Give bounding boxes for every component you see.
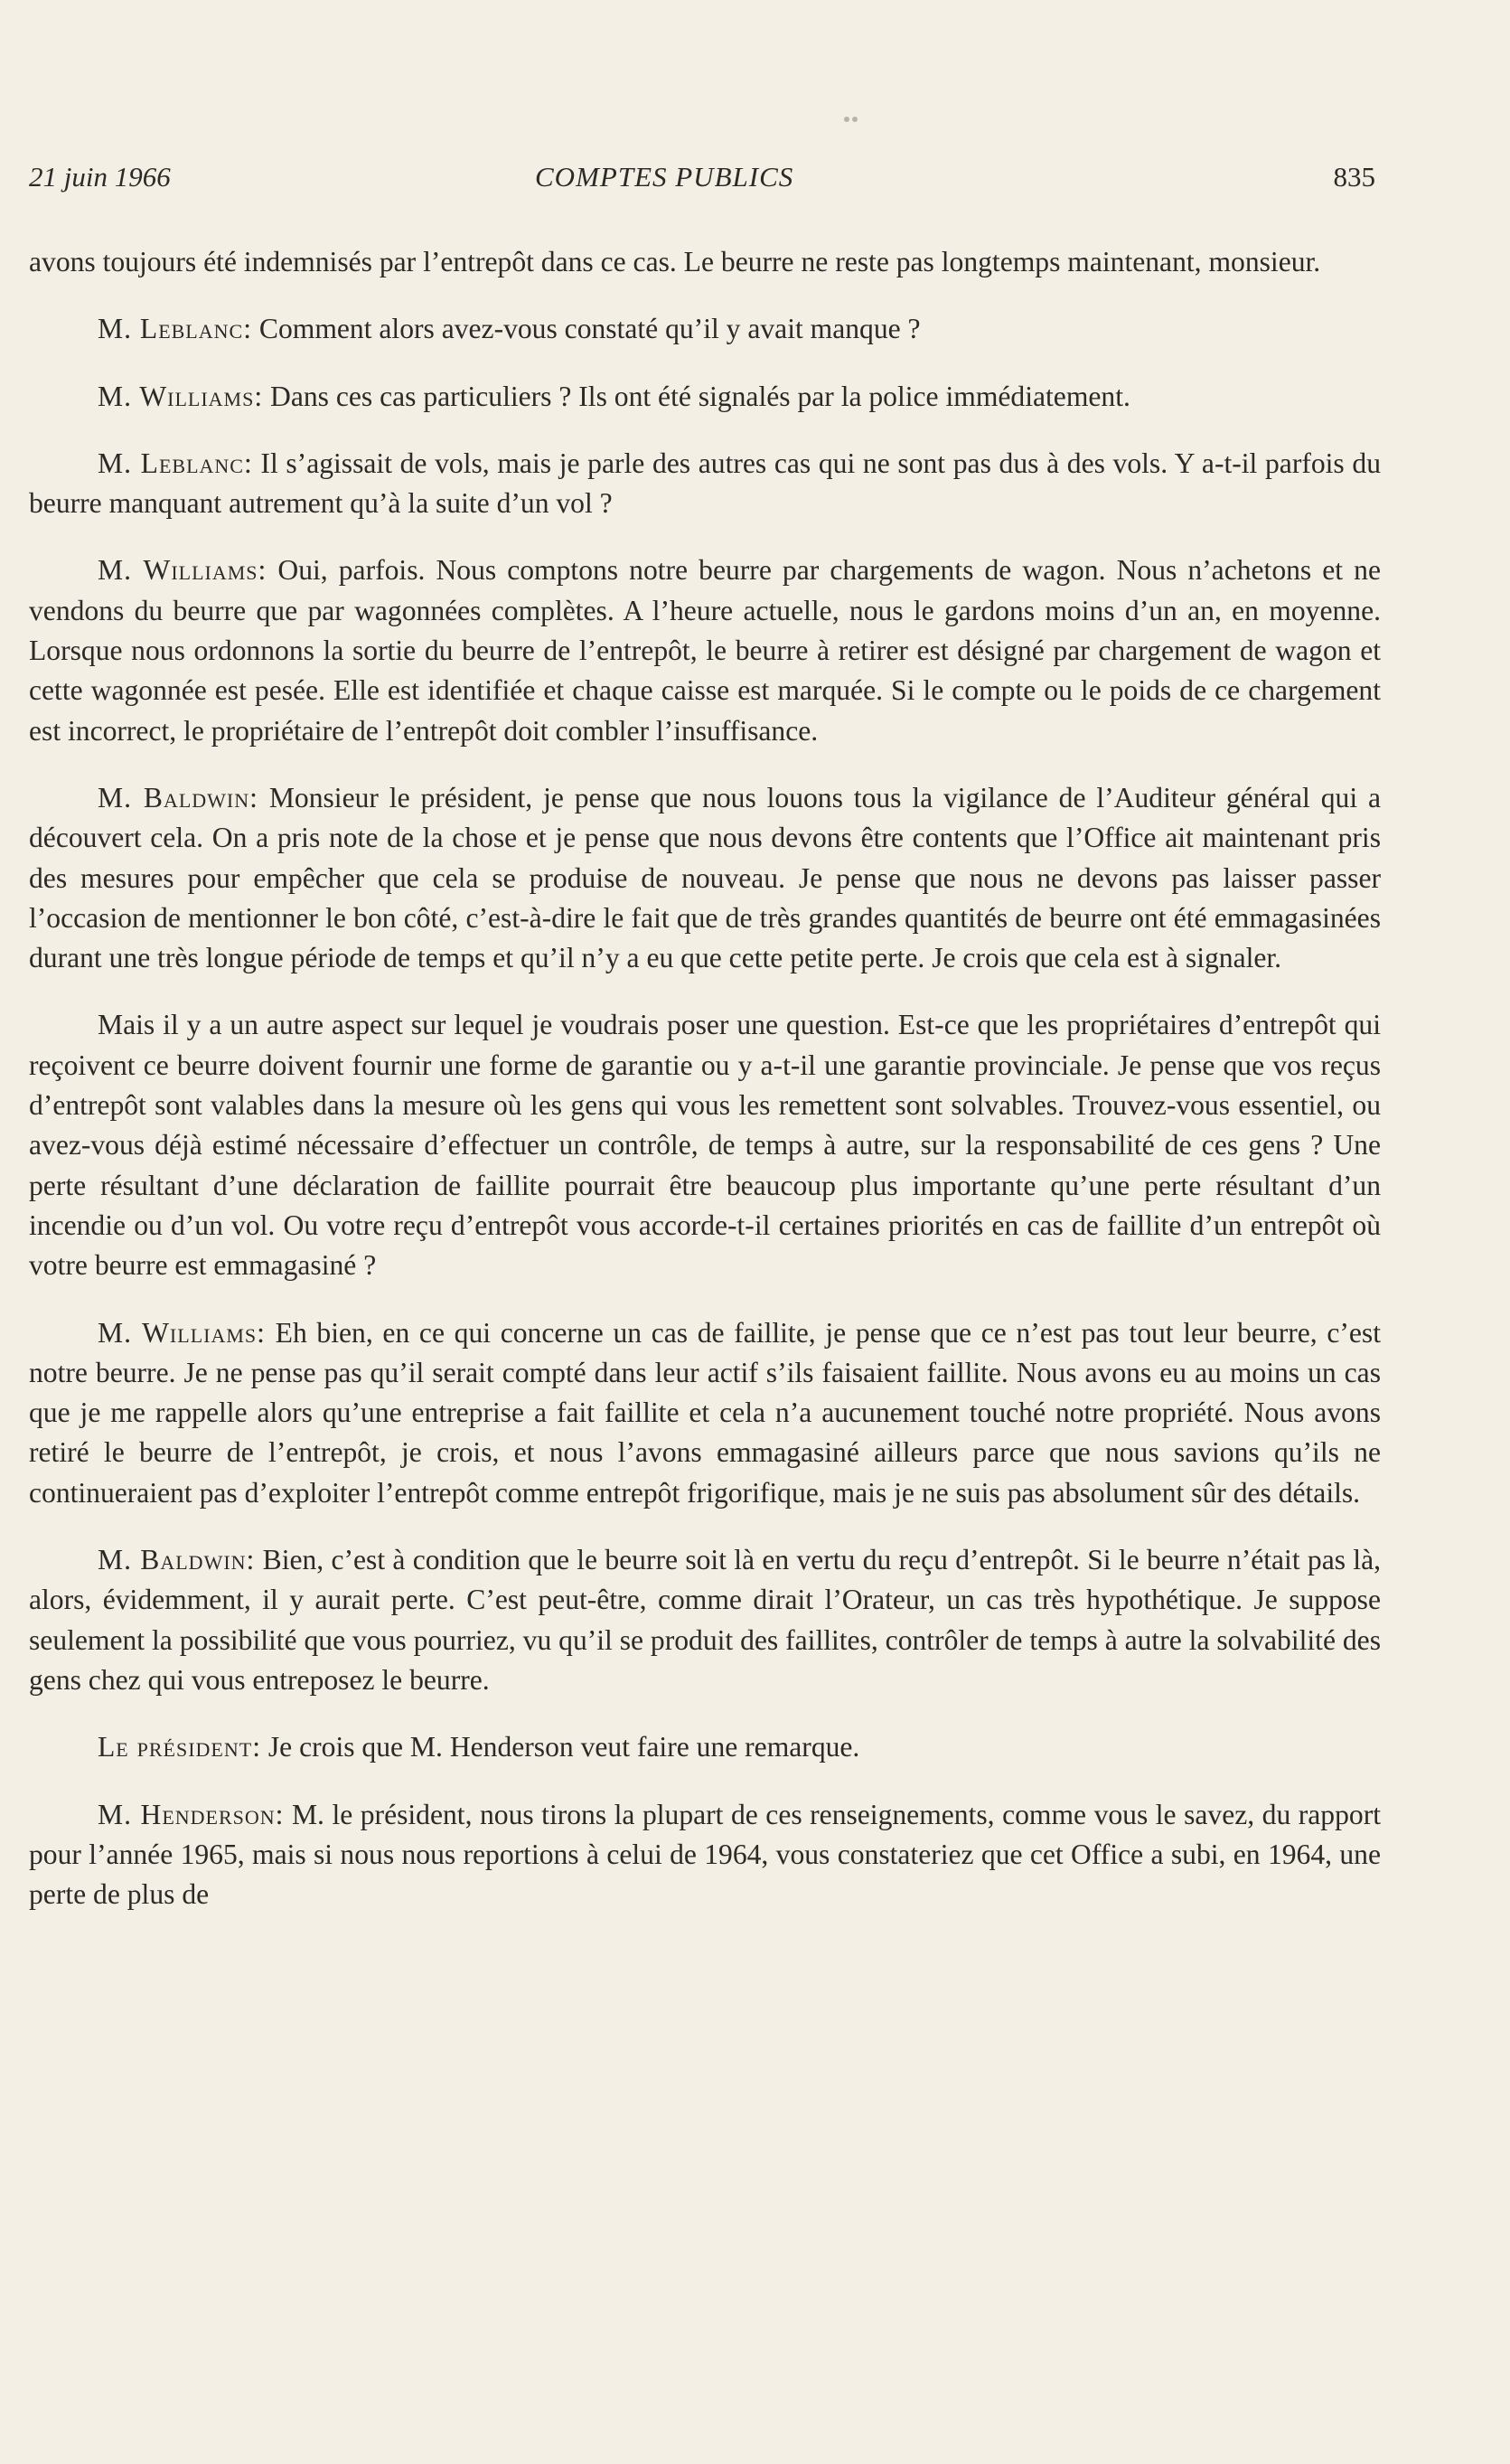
paragraph-text: Bien, c’est à condition que le beurre soit là en vertu du reçu d’entrepôt. Si le beurre n’était pas là, alors, évidemment, il y aurait perte. C’est peut-être, comme dirait l’Orateur, un cas très hypothétique. Je suppose seulement la possibilité que vous pourriez, vu qu’il se produit des faillites, contrôler de temps à autre la solvabilité des gens chez qui vous entreposez le beurre. [29, 1544, 1381, 1696]
speaker-name: M. Baldwin: [98, 1544, 256, 1576]
speaker-name: Le président: [98, 1731, 261, 1763]
paragraph [29, 309, 1381, 349]
paragraph [29, 377, 1381, 417]
paragraph [29, 1540, 1381, 1700]
paragraph [29, 1313, 1381, 1513]
page-number: 835 [1333, 161, 1375, 193]
paragraph-text: Je crois que M. Henderson veut faire une remarque. [267, 1731, 860, 1763]
paragraph-text: avons toujours été indemnisés par l’entrepôt dans ce cas. Le beurre ne reste pas longtemps maintenant, monsieur. [29, 246, 1321, 277]
paragraph [29, 242, 1381, 282]
speaker-name: M. Leblanc: [98, 313, 252, 345]
header-title: COMPTES PUBLICS [535, 161, 794, 193]
paragraph [29, 778, 1381, 978]
speaker-name: M. Henderson: [98, 1798, 285, 1830]
paragraph [29, 550, 1381, 750]
speaker-name: M. Williams: [98, 554, 267, 587]
paragraph-text: Comment alors avez-vous constaté qu’il y avait manque ? [258, 313, 921, 345]
paragraph-text: Eh bien, en ce qui concerne un cas de faillite, je pense que ce n’est pas tout leur beurre, c’est notre beurre. Je ne pense pas qu’il serait compté dans leur actif s’ils faisaient faillite. Nous avons eu au moins un cas que je me rappelle alors qu’une entreprise a fait faillite et cela n’a aucunement touché notre propriété. Nous avons retiré le beurre de l’entrepôt, je crois, et nous l’avons emmagasiné ailleurs parce que nous savions qu’ils ne continueraient pas d’exploiter l’entrepôt comme entrepôt frigorifique, mais je ne suis pas absolument sûr des détails. [29, 1316, 1381, 1509]
paragraph [29, 1727, 1381, 1767]
paragraph-text: Il s’agissait de vols, mais je parle des autres cas qui ne sont pas dus à des vols. Y a-t-il parfois du beurre manquant autrement qu’à la suite d’un vol ? [29, 447, 1381, 520]
body-text [29, 242, 1381, 1942]
paragraph-text: Mais il y a un autre aspect sur lequel je voudrais poser une question. Est-ce que les propriétaires d’entrepôt qui reçoivent ce beurre doivent fournir une forme de garantie ou y a-t-il une garantie provinciale. Je pense que vos reçus d’entrepôt sont valables dans la mesure où les gens qui vous les remettent sont solvables. Trouvez-vous essentiel, ou avez-vous déjà estimé nécessaire d’effectuer un contrôle, de temps à autre, sur la responsabilité de ces gens ? Une perte résultant d’une déclaration de faillite pourrait être beaucoup plus importante qu’une perte résultant d’un incendie ou d’un vol. Ou votre reçu d’entrepôt vous accorde-t-il certaines priorités en cas de faillite d’un entrepôt où votre beurre est emmagasiné ? [29, 1009, 1381, 1282]
speaker-name: M. Leblanc: [98, 447, 253, 479]
speaker-name: M. Williams: [98, 1316, 266, 1349]
paragraph [29, 444, 1381, 524]
paragraph-text: Monsieur le président, je pense que nous louons tous la vigilance de l’Auditeur général qui a découvert cela. On a pris note de la chose et je pense que nous devons être contents que l’Office ait maintenant pris des mesures pour empêcher que cela se produise de nouveau. Je pense que nous ne devons pas laisser passer l’occasion de mentionner le bon côté, c’est-à-dire le fait que de très grandes quantités de beurre ont été emmagasinées durant une très longue période de temps et qu’il n’y a eu que cette petite perte. Je crois que cela est à signaler. [29, 781, 1381, 974]
paragraph [29, 1005, 1381, 1285]
speaker-name: M. Baldwin: [98, 781, 258, 813]
running-header [29, 154, 1375, 199]
paragraph-text: Dans ces cas particuliers ? Ils ont été signalés par la police immédiatement. [270, 380, 1130, 412]
paragraph-text: M. le président, nous tirons la plupart de ces renseignements, comme vous le savez, du rapport pour l’année 1965, mais si nous nous reportions à celui de 1964, vous constateriez que cet Office a subi, en 1964, une perte de plus de [29, 1798, 1381, 1911]
header-date: 21 juin 1966 [29, 161, 171, 193]
paragraph-text: Oui, parfois. Nous comptons notre beurre par chargements de wagon. Nous n’achetons et ne vendons du beurre que par wagonnées complètes. A l’heure actuelle, nous le gardons moins d’un an, en moyenne. Lorsque nous ordonnons la sortie du beurre de l’entrepôt, le beurre à retirer est désigné par chargement de wagon et cette wagonnée est pesée. Elle est identifiée et chaque caisse est marquée. Si le compte ou le poids de ce chargement est incorrect, le propriétaire de l’entrepôt doit combler l’insuffisance. [29, 554, 1381, 747]
paragraph [29, 1795, 1381, 1915]
speaker-name: M. Williams: [98, 380, 264, 412]
page-dots [844, 110, 862, 119]
